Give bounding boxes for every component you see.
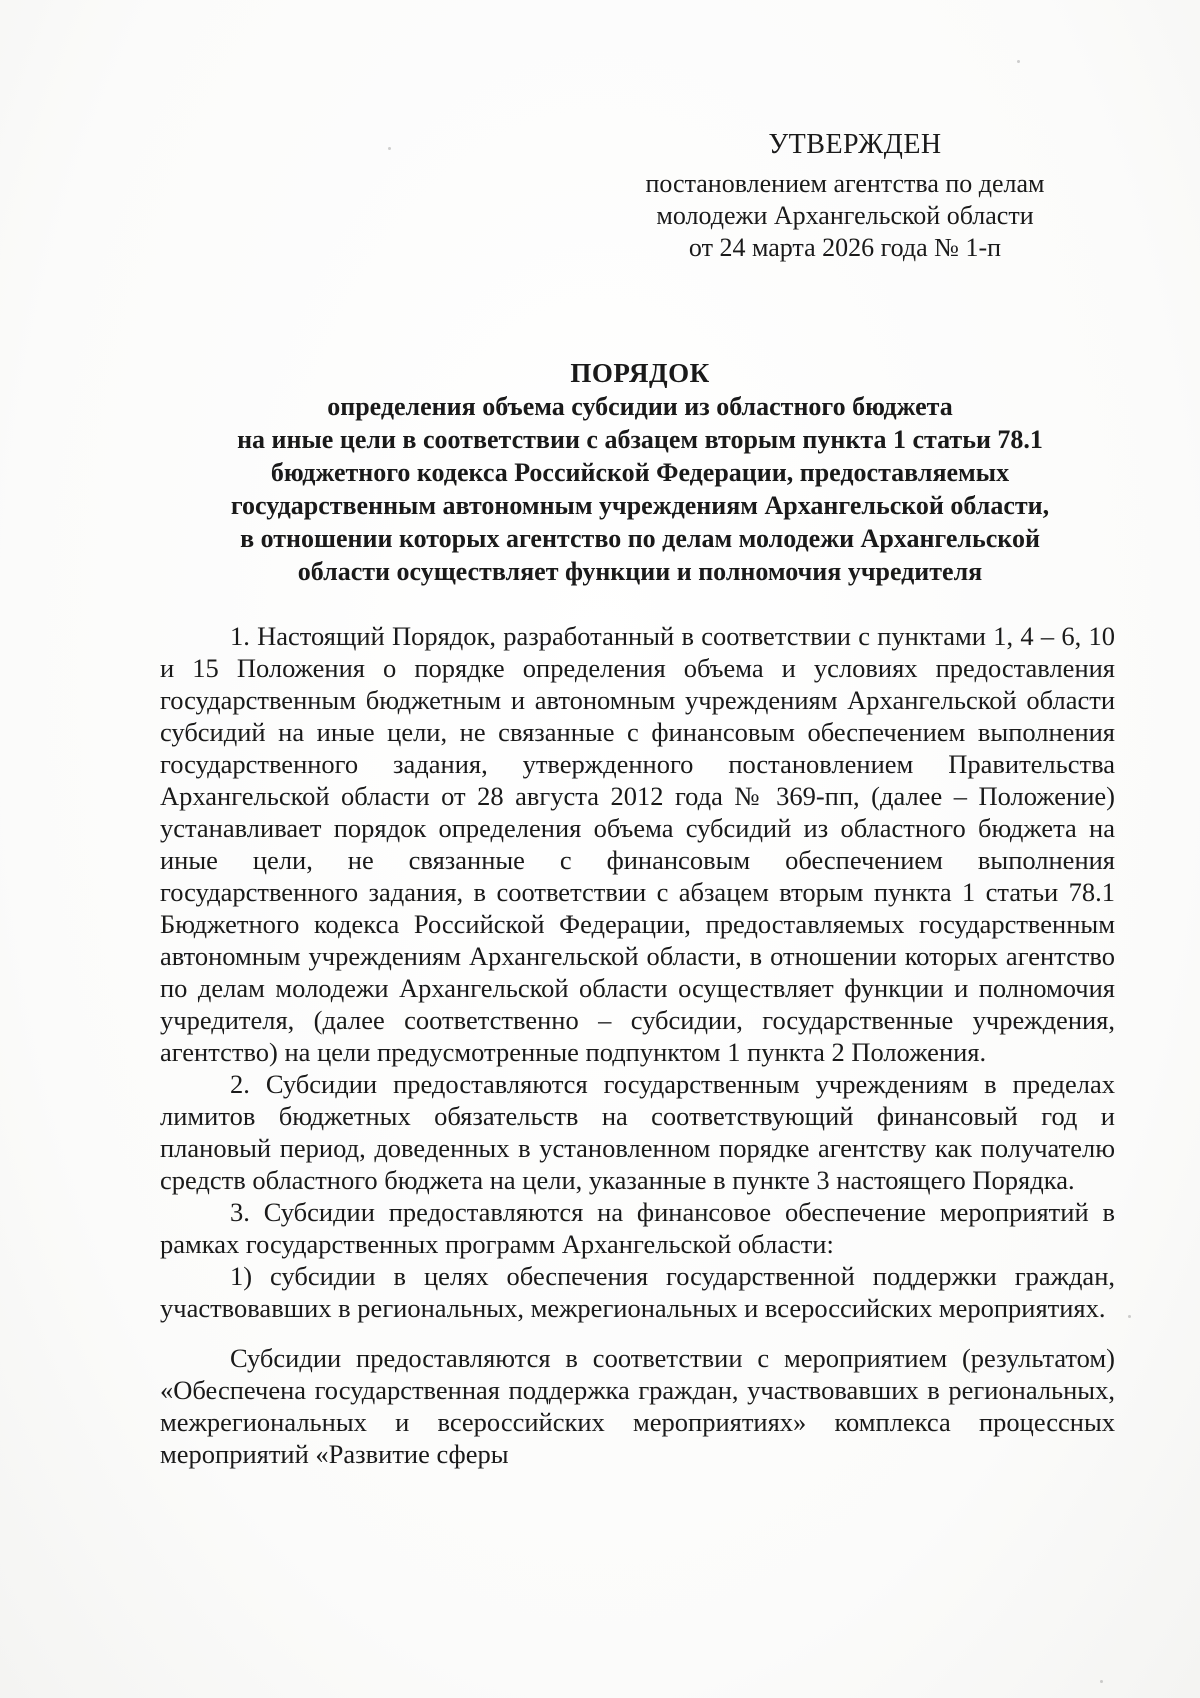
title-line: области осуществляет функции и полномочия учредителя [297, 557, 983, 586]
approval-stamp: УТВЕРЖДЕН [768, 129, 942, 160]
approval-block [620, 128, 1070, 264]
title-line: на иные цели в соответствии с абзацем вторым пункта 1 статьи 78.1 [237, 425, 1043, 454]
document-title [170, 356, 1110, 588]
title-line: определения объема субсидии из областного бюджета [327, 392, 953, 421]
paragraph-3-item-1: 1) субсидии в целях обеспечения государственной поддержки граждан, участвовавших в региональных, межрегиональных и всероссийских мероприятиях. [160, 1261, 1115, 1323]
title-main: ПОРЯДОК [570, 358, 710, 388]
paragraph-3-item-1-detail: Субсидии предоставляются в соответствии с мероприятием (результатом) «Обеспечена государственная поддержка граждан, участвовавших в региональных, межрегиональных и всероссийских мероприятиях» комплекса процессных мероприятий «Развитие сферы [160, 1343, 1115, 1469]
title-line: бюджетного кодекса Российской Федерации, предоставляемых [270, 458, 1010, 487]
paragraph-2: 2. Субсидии предоставляются государственным учреждениям в пределах лимитов бюджетных обязательств на соответствующий финансовый год и плановый период, доведенных в установленном порядке агентству как получателю средств областного бюджета на цели, указанные в пункте 3 настоящего Порядка. [160, 1069, 1115, 1195]
paragraph-1: 1. Настоящий Порядок, разработанный в соответствии с пунктами 1, 4 – 6, 10 и 15 Положения о порядке определения объема и условиях предоставления государственным бюджетным и автономным учреждениям Архангельской области субсидий на иные цели, не связанные с финансовым обеспечением выполнения государственного задания, утвержденного постановлением Правительства Архангельской области от 28 августа 2012 года № 369-пп, (далее – Положение) устанавливает порядок определения объема субсидий из областного бюджета на иные цели, не связанные с финансовым обеспечением выполнения государственного задания, в соответствии с абзацем вторым пункта 1 статьи 78.1 Бюджетного кодекса Российской Федерации, предоставляемых государственным автономным учреждениям Архангельской области, в отношении которых агентство по делам молодежи Архангельской области осуществляет функции и полномочия учредителя, (далее соответственно – субсидии, государственные учреждения, агентство) на цели предусмотренные подпунктом 1 пункта 2 Положения. [160, 621, 1115, 1067]
approval-line: от 24 марта 2026 года № 1-п [688, 233, 1002, 262]
title-line: в отношении которых агентство по делам молодежи Архангельской [240, 524, 1040, 553]
document-body [160, 620, 1115, 1470]
scan-speck [388, 147, 391, 150]
scan-speck [1017, 60, 1020, 63]
scan-speck [1128, 1315, 1131, 1318]
approval-line: постановлением агентства по делам [645, 169, 1045, 198]
paragraph-3: 3. Субсидии предоставляются на финансовое обеспечение мероприятий в рамках государственных программ Архангельской области: [160, 1197, 1115, 1259]
approval-line: молодежи Архангельской области [656, 201, 1034, 230]
scan-speck [1100, 1680, 1103, 1683]
title-line: государственным автономным учреждениям Архангельской области, [230, 491, 1050, 520]
